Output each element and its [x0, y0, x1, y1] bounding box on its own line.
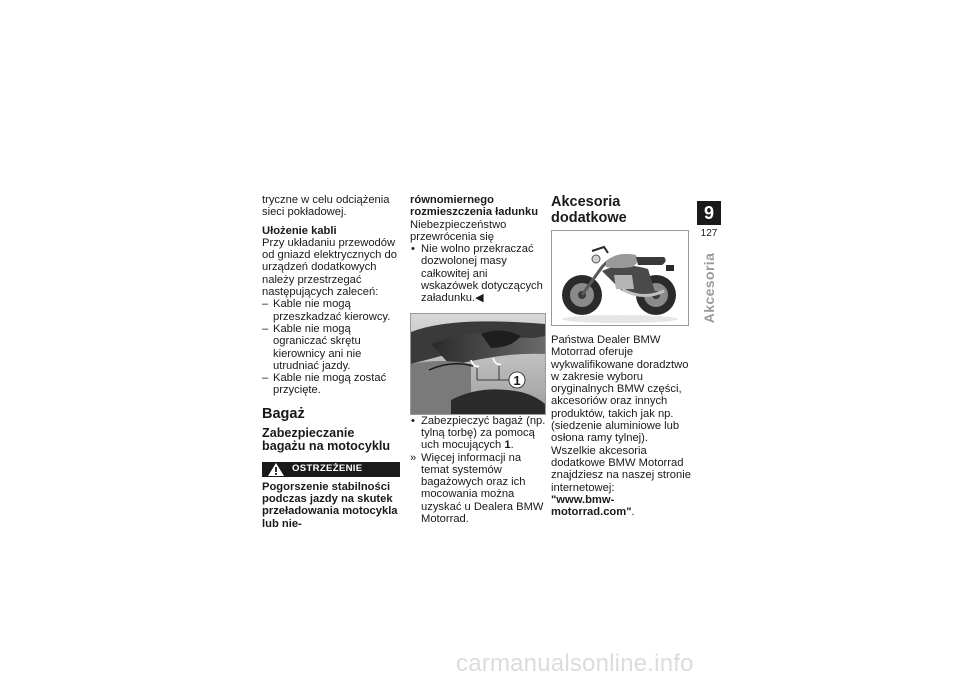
list-item: – Kable nie mogą przeszkadzać kierowcy.: [262, 298, 400, 323]
website-link[interactable]: "www.bmw-motorrad.com": [551, 493, 632, 519]
list-item: – Kable nie mogą zostać przycięte.: [262, 372, 400, 397]
end-mark-icon: ◀: [475, 292, 484, 305]
luggage-heading: Bagaż: [262, 405, 305, 422]
callout-ref: 1: [504, 439, 511, 452]
warning-continuation: równomiernego rozmieszczenia ładunku: [410, 194, 539, 219]
list-item: • Zabezpieczyć bagaż (np. tylną torbę) za pomocą uch mocujących 1.: [410, 415, 546, 452]
cables-text: Przy układaniu przewodów od gniazd elektrycznych do urządzeń dodatkowych należy przestrzegać następujących zaleceń:: [262, 236, 397, 299]
list-item: » Więcej informacji na temat systemów bagażowych oraz ich mocowania można uzyskać u Dealera BMW Motorrad.: [410, 452, 546, 526]
accessories-text: Państwa Dealer BMW Motorrad oferuje wykwalifikowane doradztwo w zakresie wyboru oryginalnych BMW części, akcesoriów oraz innych produktów, takich jak np. (siedzenie aluminiowe lub osłona ramy tylnej).: [551, 334, 689, 445]
danger-list: [410, 243, 546, 304]
accessories-web-text: Wszelkie akcesoria dodatkowe BMW Motorrad znajdziesz na naszej stronie internetowej:: [551, 444, 691, 494]
warning-triangle-icon: [267, 462, 285, 477]
intro-text: tryczne w celu odciążenia sieci pokładowej.: [262, 194, 390, 219]
column-2: [410, 194, 546, 525]
cables-list: [262, 298, 400, 396]
luggage-hooks-image: [411, 314, 545, 414]
warning-bar: [262, 462, 400, 477]
accessories-heading: Akcesoria dodatkowe: [551, 194, 627, 226]
secure-list: [410, 415, 546, 452]
section-side-title: Akcesoria: [701, 252, 717, 324]
danger-text: Niebezpieczeństwo przewrócenia się: [410, 218, 507, 243]
motorcycle-figure: [551, 230, 689, 326]
watermark: carmanualsonline.info: [456, 650, 694, 677]
page-number: 127: [700, 228, 718, 239]
column-3: [551, 194, 691, 518]
warning-label: OSTRZEŻENIE: [292, 463, 363, 475]
luggage-hooks-figure: [410, 313, 546, 415]
list-item: – Kable nie mogą ograniczać skrętu kierownicy ani nie utrudniać jazdy.: [262, 323, 400, 372]
column-1: [262, 194, 400, 530]
figure-callout-label: 1: [513, 372, 521, 388]
info-list: [410, 452, 546, 526]
securing-heading: Zabezpieczanie bagażu na motocyklu: [262, 425, 391, 454]
chapter-number-tab: 9: [697, 201, 721, 225]
warning-text: Pogorszenie stabilności podczas jazdy na skutek przeładowania motocykla lub nie-: [262, 480, 398, 530]
cables-heading: Ułożenie kabli: [262, 224, 337, 237]
motorcycle-image: [552, 231, 688, 325]
list-item: • Nie wolno przekraczać dozwolonej masy całkowitej ani wskazówek dotyczących załadunku.◀: [410, 243, 546, 304]
website-link-line: "www.bmw-motorrad.com".: [551, 493, 635, 519]
